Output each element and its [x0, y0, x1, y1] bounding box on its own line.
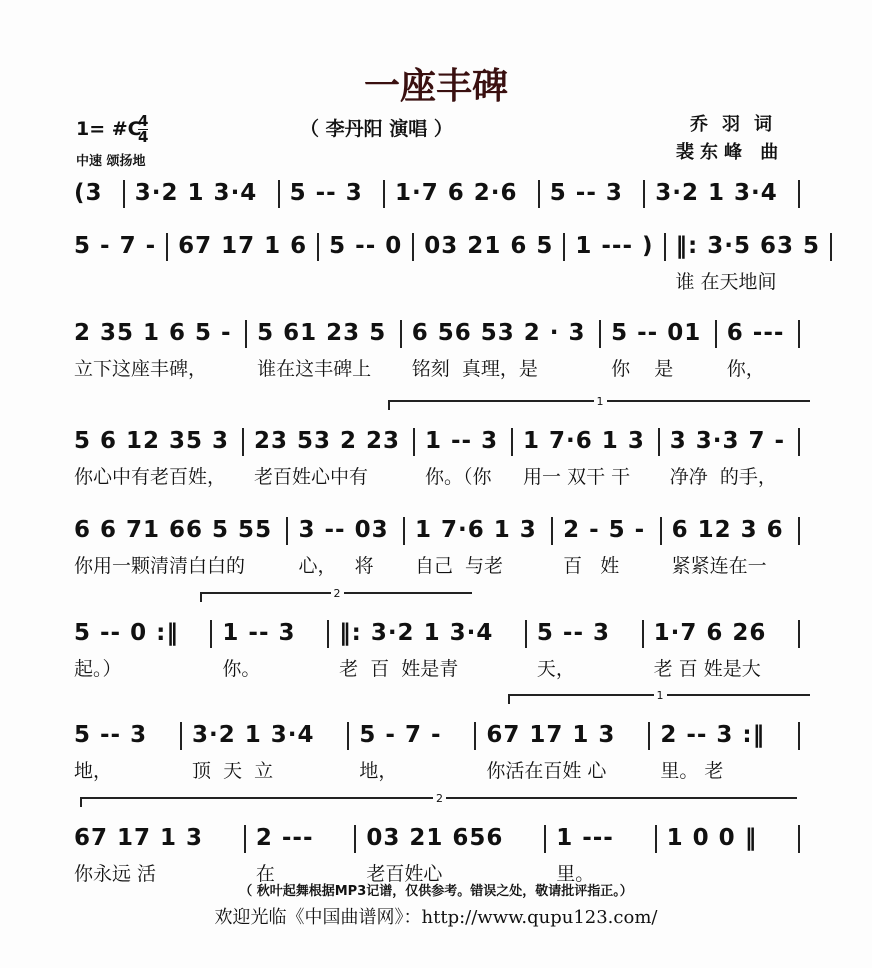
measure-notes: 2 - 5 -: [563, 517, 646, 543]
measure: [424, 231, 553, 267]
measure: [415, 515, 541, 578]
measure-notes: ‖: 3·2 1 3·4: [339, 620, 494, 646]
measure: [192, 720, 337, 783]
measure: [563, 515, 650, 578]
measure: [74, 823, 234, 886]
measure-lyrics: 紧紧连在一: [671, 555, 767, 577]
measure-notes: ‖: 3·5 63 5: [675, 233, 820, 259]
staff-line: [74, 618, 810, 681]
bar-line: [525, 620, 527, 648]
composer: 裴东峰 曲: [676, 142, 785, 163]
measure: [74, 318, 235, 381]
measure-lyrics: 老 百 姓是大: [653, 658, 761, 680]
measure-lyrics: 净净 的手，: [669, 466, 777, 488]
measure-notes: 2 ---: [255, 825, 314, 851]
measure-lyrics: 用一 双干 干: [523, 466, 631, 488]
measure: [654, 618, 788, 681]
bar-line: [400, 320, 402, 348]
measure-notes: 5 -- 01: [611, 320, 702, 346]
measure-lyrics: 谁 在天地间: [675, 271, 777, 293]
bar-line: [242, 428, 244, 456]
bar-line: [383, 180, 385, 208]
bar-line: [660, 517, 662, 545]
measure: [74, 618, 200, 681]
measure-notes: 1 ---: [556, 825, 614, 851]
bar-line: [412, 233, 414, 261]
measure: [366, 823, 534, 886]
measure-notes: 5 -- 0: [329, 233, 403, 259]
staff-line: [74, 720, 810, 783]
measure-lyrics: 你。: [222, 658, 261, 680]
measure-notes: 1 --- ): [575, 233, 654, 259]
measure-notes: 5 61 23 5: [257, 320, 387, 346]
measure: [74, 515, 276, 578]
volta-bracket: [388, 395, 810, 410]
measure-lyrics: 你用一颗清清白白的: [74, 555, 246, 577]
volta-number: 1: [594, 395, 607, 408]
bar-line: [599, 320, 601, 348]
measure-lyrics: 你活在百姓 心: [486, 760, 607, 782]
measure: [660, 720, 788, 783]
bar-line: [563, 233, 565, 261]
measure-lyrics: 天，: [536, 658, 575, 680]
bar-line: [474, 722, 476, 750]
measure-notes: 03 21 656: [366, 825, 504, 851]
measure-notes: 5 -- 3: [289, 180, 363, 206]
measure-notes: 5 -- 3: [549, 180, 623, 206]
bar-line: [830, 233, 832, 261]
measure-notes: 6 56 53 2 · 3: [411, 320, 586, 346]
measure-notes: 03 21 6 5: [424, 233, 554, 259]
lyricist: 乔羽词: [690, 114, 786, 135]
bar-line: [210, 620, 212, 648]
bar-line: [798, 320, 800, 348]
key-signature: 1= #C: [76, 118, 142, 140]
measure-lyrics: 地，: [359, 760, 398, 782]
volta-number: 1: [654, 689, 667, 702]
measure: [537, 618, 632, 681]
measure: [74, 426, 232, 489]
measure-notes: 2 -- 3 :‖: [660, 722, 766, 748]
measure-lyrics: 起。）: [74, 658, 122, 680]
measure: [290, 178, 373, 214]
measure-notes: 1 0 0 ‖: [666, 825, 758, 851]
bar-line: [347, 722, 349, 750]
measure-notes: 3 -- 03: [298, 517, 389, 543]
measure-notes: 3 3·3 7 -: [669, 428, 786, 454]
measure: [256, 823, 344, 886]
measure-notes: 67 17 1 3: [74, 825, 204, 851]
measure: [523, 426, 648, 489]
measure: [556, 823, 644, 886]
bar-line: [180, 722, 182, 750]
measure: [339, 618, 515, 681]
bar-line: [244, 825, 246, 853]
bar-line: [798, 428, 800, 456]
measure: [298, 515, 393, 578]
measure: [395, 178, 528, 214]
measure-notes: 5 - 7 -: [359, 722, 442, 748]
measure-lyrics: 老 百 姓是青: [339, 658, 459, 680]
meter-top: 4: [138, 112, 149, 130]
measure-lyrics: 老百姓心中有: [254, 466, 369, 488]
time-signature: [138, 114, 148, 145]
measure: [412, 318, 589, 381]
measure-lyrics: 地，: [74, 760, 113, 782]
measure-lyrics: 里。 老: [660, 760, 724, 782]
measure: [611, 318, 705, 381]
measure: [135, 178, 268, 214]
measure-notes: 1 7·6 1 3: [523, 428, 645, 454]
bar-line: [511, 428, 513, 456]
measure-notes: 3·2 1 3·4: [192, 722, 315, 748]
staff-line: [74, 318, 810, 381]
measure-lyrics: 铭刻 真理，是: [411, 358, 538, 380]
volta-bracket: [200, 587, 472, 602]
measure-notes: 23 53 2 23: [254, 428, 401, 454]
measure-lyrics: 自己 与老: [414, 555, 504, 577]
measure: [676, 231, 820, 294]
volta-number: 2: [433, 792, 446, 805]
measure: [222, 618, 317, 681]
bar-line: [286, 517, 288, 545]
measure-notes: 5 - 7 -: [74, 233, 157, 259]
measure-lyrics: 心， 将: [298, 555, 374, 577]
bar-line: [798, 180, 800, 208]
measure-lyrics: 在: [255, 863, 275, 885]
measure-lyrics: 你。（你: [424, 466, 492, 488]
measure-lyrics: 顶 天 立: [192, 760, 274, 782]
tempo-marking: 中速 颂扬地: [76, 154, 146, 169]
measure-notes: 1 7·6 1 3: [414, 517, 537, 543]
measure: [667, 823, 788, 859]
bar-line: [327, 620, 329, 648]
measure-notes: 1 -- 3: [222, 620, 296, 646]
measure-notes: 67 17 1 3: [486, 722, 616, 748]
bar-line: [643, 180, 645, 208]
measure-notes: 1 -- 3: [424, 428, 499, 454]
bar-line: [798, 620, 800, 648]
measure: [74, 720, 170, 783]
singer: （ 李丹阳 演唱 ）: [300, 118, 453, 140]
transcription-note: （ 秋叶起舞根据MP3记谱，仅供参考。错误之处，敬请批评指正。）: [239, 884, 633, 899]
bar-line: [664, 233, 666, 261]
measure: [655, 178, 788, 214]
volta-number: 2: [331, 587, 344, 600]
staff-line: [74, 823, 810, 886]
measure-notes: 3·2 1 3·4: [134, 180, 258, 206]
measure: [486, 720, 638, 783]
bar-line: [642, 620, 644, 648]
staff-line: [74, 231, 820, 294]
bar-line: [551, 517, 553, 545]
measure-lyrics: 老百姓心: [366, 863, 443, 885]
measure-lyrics: 百 姓: [563, 555, 620, 577]
bar-line: [798, 825, 800, 853]
bar-line: [655, 825, 657, 853]
measure-notes: 5 -- 3: [536, 620, 611, 646]
measure: [550, 178, 633, 214]
bar-line: [354, 825, 356, 853]
measure: [74, 178, 113, 214]
measure-lyrics: 你心中有老百姓，: [74, 466, 227, 488]
measure-lyrics: 你 是: [611, 358, 674, 380]
bar-line: [123, 180, 125, 208]
bar-line: [715, 320, 717, 348]
staff-line: [74, 178, 810, 214]
measure-notes: 6 ---: [726, 320, 785, 346]
measure: [329, 231, 402, 267]
bar-line: [544, 825, 546, 853]
bar-line: [413, 428, 415, 456]
measure-notes: 3·2 1 3·4: [655, 180, 778, 206]
volta-bracket: [80, 792, 797, 807]
measure-notes: 6 12 3 6: [671, 517, 784, 543]
measure: [727, 318, 788, 381]
bar-line: [245, 320, 247, 348]
measure-lyrics: 立下这座丰碑，: [74, 358, 208, 380]
bar-line: [798, 517, 800, 545]
measure: [178, 231, 307, 267]
bar-line: [538, 180, 540, 208]
measure: [672, 515, 788, 578]
measure-notes: 6 6 71 66 5 55: [74, 517, 273, 543]
site-credit: 欢迎光临《中国曲谱网》：http://www.qupu123.com/: [214, 907, 658, 928]
staff-line: [74, 426, 810, 489]
bar-line: [317, 233, 319, 261]
bar-line: [648, 722, 650, 750]
measure: [575, 231, 653, 267]
measure: [254, 426, 403, 489]
song-title: 一座丰碑: [363, 66, 508, 107]
bar-line: [166, 233, 168, 261]
measure-notes: 1·7 6 2·6: [395, 180, 518, 206]
measure: [670, 426, 788, 489]
measure-lyrics: 谁在这丰碑上: [257, 358, 372, 380]
measure-notes: 5 -- 3: [74, 722, 148, 748]
bar-line: [798, 722, 800, 750]
staff-line: [74, 515, 810, 578]
meter-bottom: 4: [138, 128, 149, 146]
measure: [257, 318, 390, 381]
measure: [359, 720, 464, 783]
measure-lyrics: 你永远 活: [74, 863, 157, 885]
bar-line: [658, 428, 660, 456]
measure: [425, 426, 501, 489]
volta-bracket: [508, 689, 810, 704]
measure-lyrics: 你，: [726, 358, 765, 380]
measure: [74, 231, 156, 267]
measure-notes: (3: [74, 180, 103, 206]
bar-line: [403, 517, 405, 545]
measure-lyrics: 里。: [556, 863, 595, 885]
measure-notes: 5 -- 0 :‖: [74, 620, 179, 646]
measure-notes: 2 35 1 6 5 -: [74, 320, 232, 346]
measure-notes: 5 6 12 35 3: [74, 428, 230, 454]
bar-line: [278, 180, 280, 208]
measure-notes: 1·7 6 26: [653, 620, 767, 646]
measure-notes: 67 17 1 6: [178, 233, 308, 259]
